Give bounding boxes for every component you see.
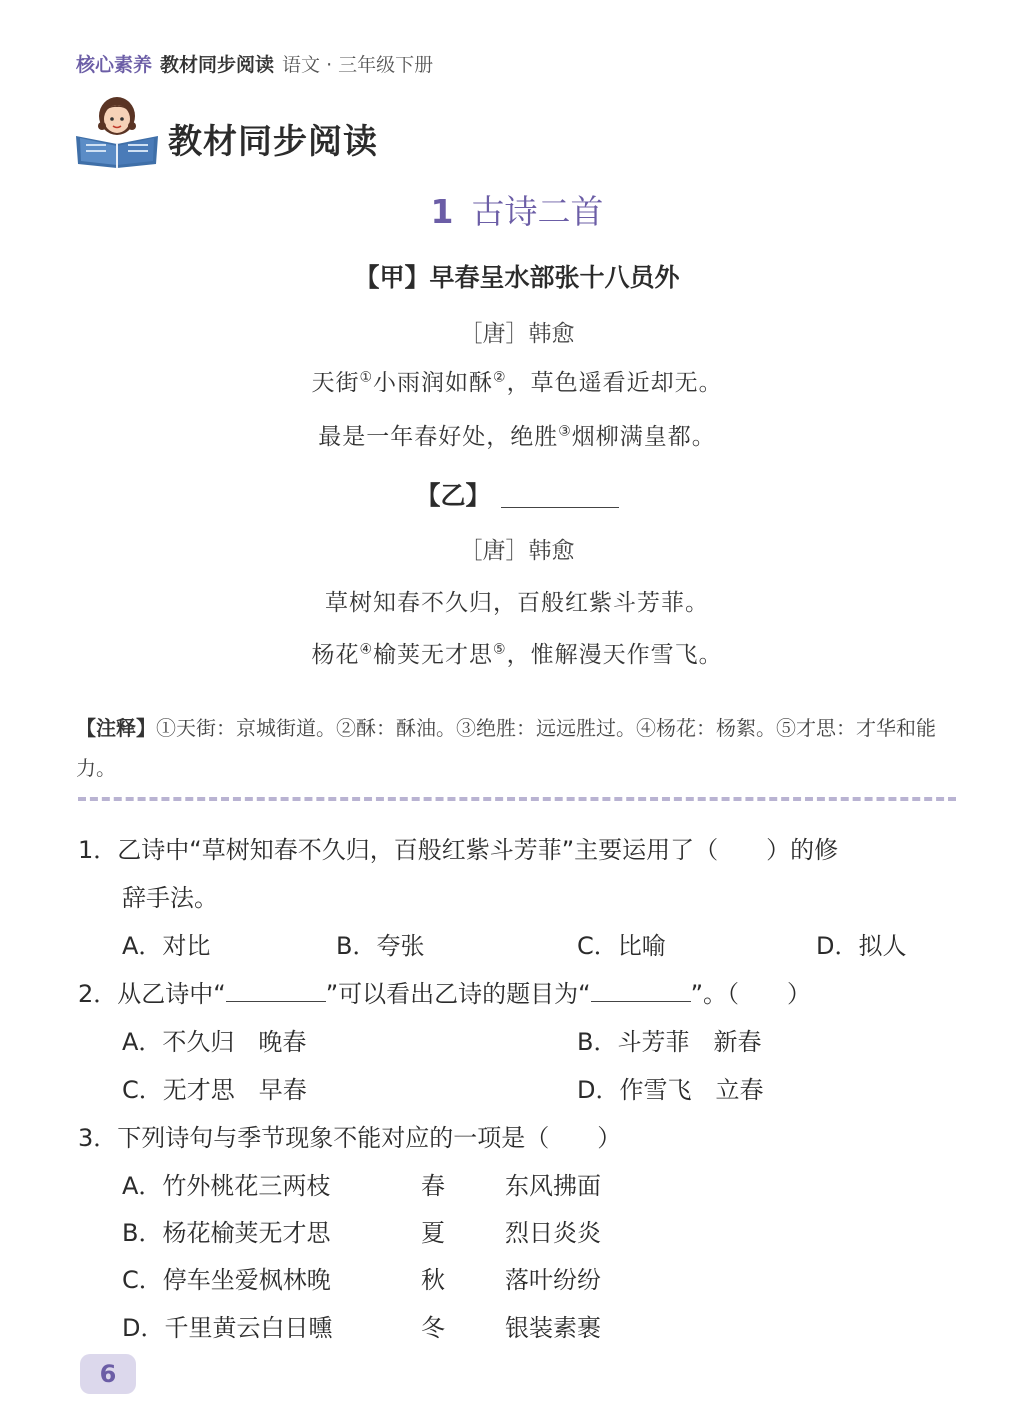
question-1-option-c[interactable]: C．比喻 xyxy=(577,932,666,960)
question-text: ”可以看出乙诗的题目为“ xyxy=(325,980,591,1008)
poem-text: 榆荚无才思 xyxy=(373,642,493,668)
subject-label: 语文 · 三年级下册 xyxy=(282,54,434,76)
poem-a-author: ［唐］韩愈 xyxy=(459,321,575,347)
question-2-option-a[interactable]: A．不久归 晚春 xyxy=(122,1028,307,1056)
question-3-option-b[interactable]: B．杨花榆荚无才思 xyxy=(122,1219,331,1247)
section-title: 教材同步阅读 xyxy=(168,122,378,162)
poem-b-title xyxy=(0,476,1034,512)
poem-a-line-1 xyxy=(0,364,1034,397)
question-3-option-c[interactable]: C．停车坐爱枫林晚 xyxy=(122,1266,331,1294)
option-season: 夏 xyxy=(421,1219,445,1247)
title-blank[interactable] xyxy=(501,487,619,508)
footnote-marker: ④ xyxy=(359,641,373,658)
question-3-option-a[interactable]: A．竹外桃花三两枝 xyxy=(122,1172,331,1200)
option-phenomenon: 落叶纷纷 xyxy=(505,1266,601,1294)
question-2-option-d[interactable]: D．作雪飞 立春 xyxy=(577,1076,764,1104)
brand-label: 核心素养 xyxy=(76,54,153,76)
option-phenomenon: 烈日炎炎 xyxy=(505,1219,601,1247)
dashed-divider xyxy=(78,797,956,801)
question-text: 2．从乙诗中“ xyxy=(78,980,226,1008)
question-2-option-c[interactable]: C．无才思 早春 xyxy=(122,1076,307,1104)
poem-text: ，惟解漫天作雪飞。 xyxy=(506,642,723,668)
poem-text: 最是一年春好处，绝胜 xyxy=(318,424,559,450)
question-1-stem: 1．乙诗中“草树知春不久归，百般红紫斗芳菲”主要运用了（ ）的修 xyxy=(78,836,839,864)
poem-text: 小雨润如酥 xyxy=(373,370,493,396)
option-phenomenon: 东风拂面 xyxy=(505,1172,601,1200)
option-season: 春 xyxy=(421,1172,445,1200)
page-number-badge: 6 xyxy=(80,1354,136,1394)
running-header xyxy=(76,50,433,77)
poem-text: 杨花 xyxy=(311,642,360,668)
option-season: 秋 xyxy=(421,1266,445,1294)
question-1-option-d[interactable]: D．拟人 xyxy=(816,932,907,960)
poem-text: 烟柳满皇都。 xyxy=(571,424,716,450)
footnote-marker: ⑤ xyxy=(493,641,507,658)
lesson-title-text: 古诗二首 xyxy=(471,192,604,231)
option-phenomenon: 银装素裹 xyxy=(505,1314,601,1342)
footnote-marker: ② xyxy=(493,369,507,386)
annotations xyxy=(76,708,966,788)
lesson-number: 1 xyxy=(430,192,454,231)
footnote-marker: ① xyxy=(359,369,373,386)
option-season: 冬 xyxy=(421,1314,445,1342)
annotations-label: 【注释】 xyxy=(76,716,156,740)
footnote-marker: ③ xyxy=(558,423,572,440)
question-2-option-b[interactable]: B．斗芳菲 新春 xyxy=(577,1028,762,1056)
girl-reading-icon xyxy=(72,92,162,168)
series-label: 教材同步阅读 xyxy=(160,54,275,76)
poem-a-line-2 xyxy=(0,418,1034,451)
answer-blank[interactable] xyxy=(226,979,326,1002)
poem-text: 天街 xyxy=(311,370,360,396)
poem-b-title-label: 【乙】 xyxy=(415,481,491,510)
annotations-text: ①天街：京城街道。②酥：酥油。③绝胜：远远胜过。④杨花：杨絮。⑤才思：才华和能力。 xyxy=(76,716,936,780)
question-1-option-b[interactable]: B．夸张 xyxy=(336,932,425,960)
question-3-stem: 3．下列诗句与季节现象不能对应的一项是（ ） xyxy=(78,1124,622,1152)
question-1-option-a[interactable]: A．对比 xyxy=(122,932,211,960)
question-text: ”。（ ） xyxy=(690,980,812,1008)
question-3-option-d[interactable]: D．千里黄云白日曛 xyxy=(122,1314,333,1342)
answer-blank[interactable] xyxy=(591,979,691,1002)
poem-text: ，草色遥看近却无。 xyxy=(506,370,723,396)
poem-a-title: 【甲】早春呈水部张十八员外 xyxy=(354,263,680,292)
question-2-stem xyxy=(78,974,811,1009)
poem-b-line-2 xyxy=(0,636,1034,669)
poem-b-line-1: 草树知春不久归，百般红紫斗芳菲。 xyxy=(325,590,709,616)
question-1-stem-cont: 辞手法。 xyxy=(122,884,218,912)
lesson-title xyxy=(0,186,1034,233)
poem-b-author: ［唐］韩愈 xyxy=(459,538,575,564)
